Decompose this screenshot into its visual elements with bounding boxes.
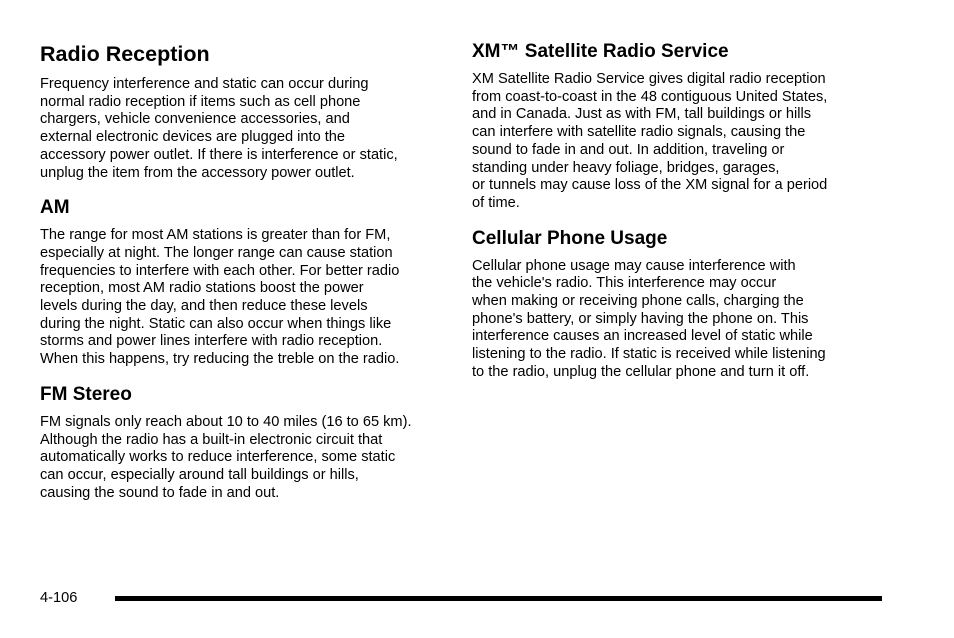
xm-satellite-heading: XM™ Satellite Radio Service [472, 41, 729, 62]
footer-rule [115, 596, 882, 601]
am-heading: AM [40, 197, 70, 219]
section-xm-satellite [472, 40, 872, 213]
section-fm-stereo [40, 383, 445, 503]
section-am [40, 196, 445, 369]
fm-stereo-heading: FM Stereo [40, 383, 132, 405]
section-cellular-phone [472, 227, 872, 382]
radio-reception-heading: Radio Reception [40, 42, 210, 66]
fm-stereo-text: FM signals only reach about 10 to 40 miles (16 to 65 km). Although the radio has a built-in electronic circuit that automatically works to reduce interference, some static can occur, especially around tall buildings or hills, causing the sound to fade in and out. [40, 413, 412, 501]
xm-satellite-text: XM Satellite Radio Service gives digital radio reception from coast-to-coast in the 48 contiguous United States, and in Canada. Just as with FM, tall buildings or hills can interfere with satellite radio signals, causing the sound to fade in and out. In addition, traveling or standing under heavy foliage, bridges, garages, or tunnels may cause loss of the XM signal for a period of time. [472, 71, 828, 211]
cellular-phone-text: Cellular phone usage may cause interference with the vehicle's radio. This interference may occur when making or receiving phone calls, charging the phone's battery, or simply having the phone on. This interference causes an increased level of static while listening to the radio. If static is received while listening to the radio, unplug the cellular phone and turn it off. [472, 257, 826, 380]
cellular-phone-heading: Cellular Phone Usage [472, 227, 668, 249]
right-column [472, 40, 872, 396]
radio-reception-text: Frequency interference and static can occur during normal radio reception if items such as cell phone chargers, vehicle convenience accessories, and external electronic devices are plugged into the accessory power outlet. If there is interference or static, unplug the item from the accessory power outlet. [40, 76, 398, 181]
am-text: The range for most AM stations is greater than for FM, especially at night. The longer range can cause station frequencies to interfere with each other. For better radio reception, most AM radio stations boost the power levels during the day, and then reduce these levels during the night. Static can also occur when things like storms and power lines interfere with radio reception. When this happens, try reducing the treble on the radio. [40, 227, 400, 368]
left-column [40, 40, 445, 516]
page-number: 4-106 [40, 590, 78, 606]
section-radio-reception [40, 40, 445, 182]
